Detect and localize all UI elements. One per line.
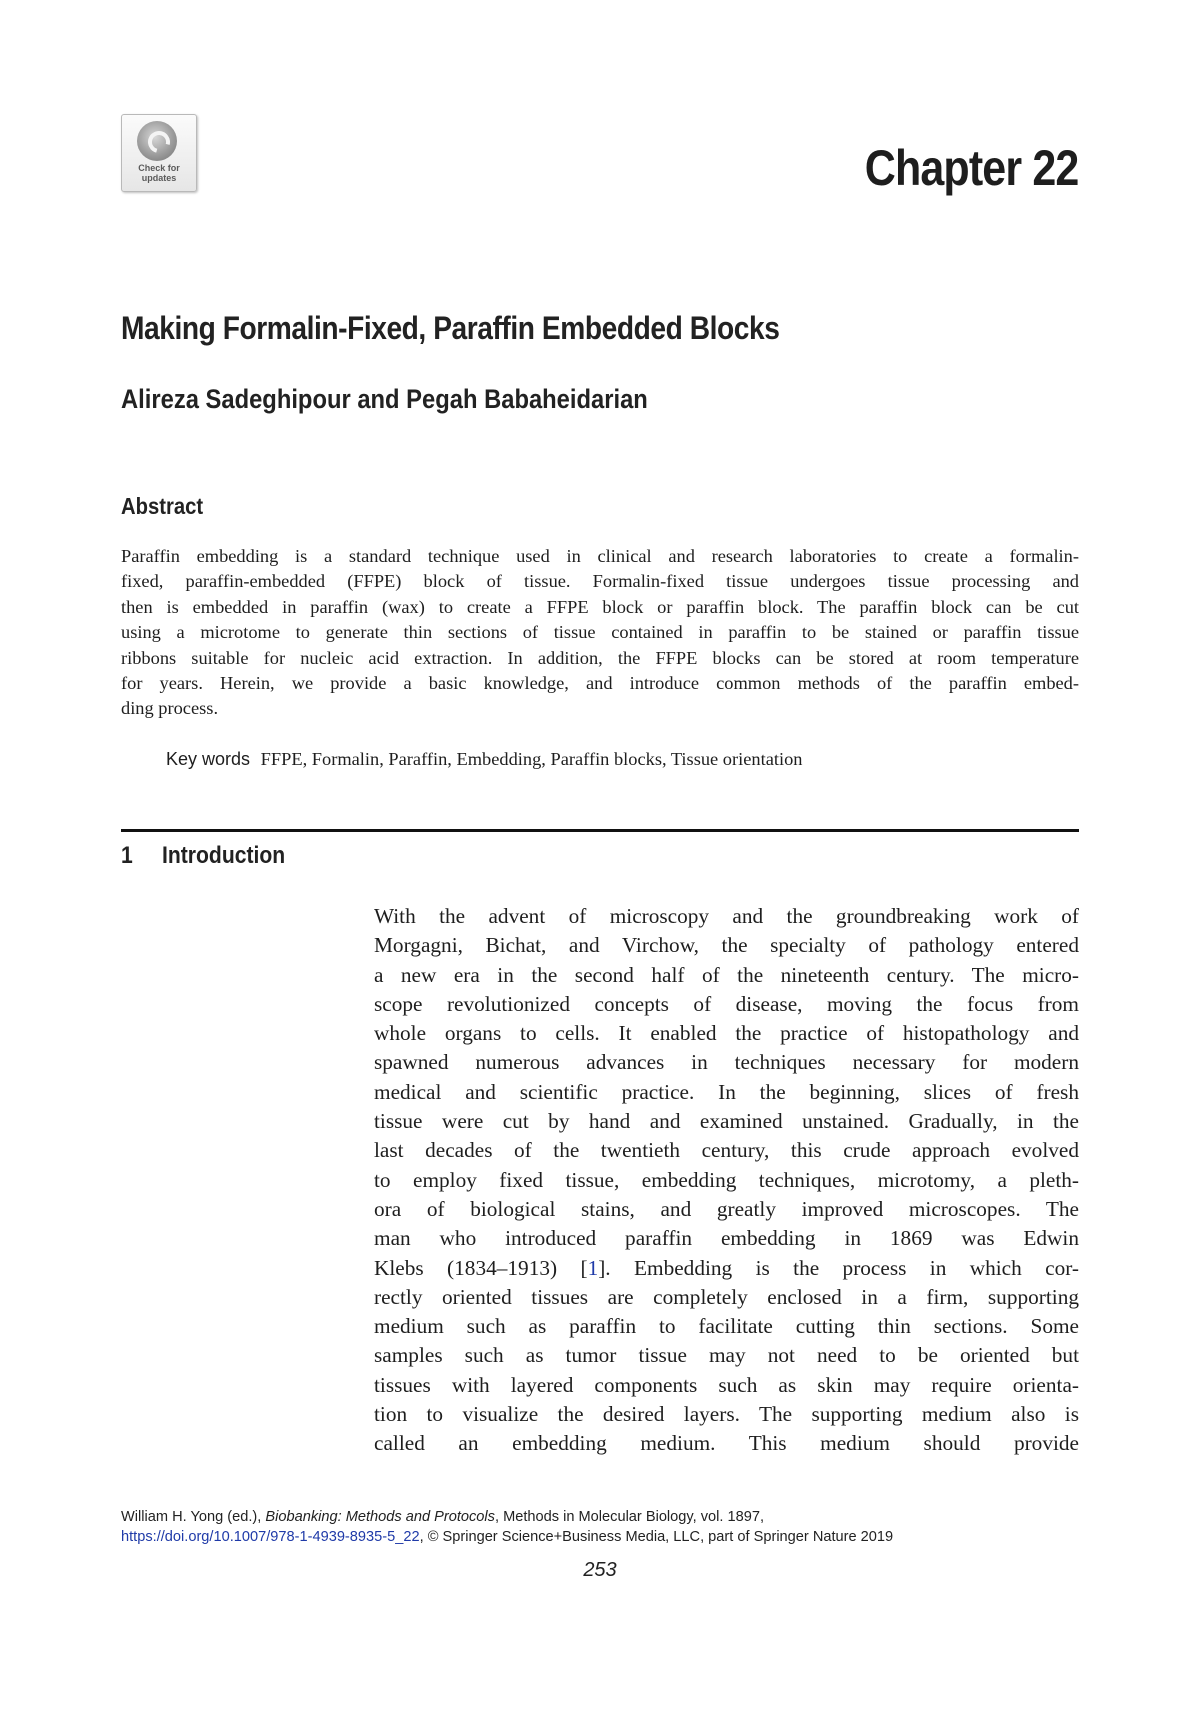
abstract-line: ding process. [121,698,219,719]
authors: Alireza Sadeghipour and Pegah Babaheidarian [121,384,648,414]
footer-editor: William H. Yong (ed.), [121,1509,266,1525]
abstract-line: for years. Herein, we provide a basic knowledge, and introduce common methods of the paraffin embed- [121,672,1079,693]
intro-line: man who introduced paraffin embedding in 1869 was Edwin [374,1226,1079,1251]
update-icon [137,121,177,161]
introduction-body [374,902,1079,1459]
section-divider [121,829,1079,832]
intro-line: scope revolutionized concepts of disease, moving the focus from [374,991,1079,1016]
section-title: Introduction [162,842,286,869]
intro-line-with-citation [374,1254,1079,1283]
abstract-heading: Abstract [121,493,204,519]
doi-link[interactable]: https://doi.org/10.1007/978-1-4939-8935-5_22 [121,1528,420,1545]
footer-book-title: Biobanking: Methods and Protocols [265,1509,495,1525]
intro-line: Morgagni, Bichat, and Virchow, the specialty of pathology entered [374,933,1079,958]
chapter-label: Chapter 22 [864,140,1078,196]
intro-line: tissues with layered components such as skin may require orienta- [374,1372,1079,1397]
abstract-line: ribbons suitable for nucleic acid extraction. In addition, the FFPE blocks can be stored at room temperature [121,647,1079,668]
keywords-label: Key words [166,749,251,769]
abstract-body [121,544,1079,722]
intro-line: ora of biological stains, and greatly improved microscopes. The [374,1196,1079,1221]
footer-series: , Methods in Molecular Biology, vol. 1897, [494,1509,765,1525]
abstract-line: using a microtome to generate thin sections of tissue contained in paraffin to be stained or paraffin tissue [121,622,1079,643]
abstract-line: fixed, paraffin-embedded (FFPE) block of tissue. Formalin-fixed tissue undergoes tissue processing and [121,571,1079,592]
intro-line: tion to visualize the desired layers. The supporting medium also is [374,1402,1079,1427]
intro-line: whole organs to cells. It enabled the practice of histopathology and [374,1021,1079,1046]
intro-line: spawned numerous advances in techniques necessary for modern [374,1050,1079,1075]
intro-line: medical and scientific practice. In the beginning, slices of fresh [374,1079,1079,1104]
abstract-line: then is embedded in paraffin (wax) to create a FFPE block or paraffin block. The paraffin block can be cut [121,596,1079,617]
intro-line: a new era in the second half of the nineteenth century. The micro- [374,962,1079,987]
intro-line: samples such as tumor tissue may not need to be oriented but [374,1343,1079,1368]
footer-citation [121,1508,893,1547]
intro-line: called an embedding medium. This medium should provide [374,1431,1079,1456]
citation-link[interactable]: 1 [587,1255,599,1280]
intro-line: last decades of the twentieth century, this crude approach evolved [374,1138,1079,1163]
section-number: 1 [121,842,133,869]
keywords [166,747,802,772]
footer-copyright: , © Springer Science+Business Media, LLC, part of Springer Nature 2019 [419,1528,894,1545]
intro-line: medium such as paraffin to facilitate cutting thin sections. Some [374,1314,1079,1339]
intro-line: rectly oriented tissues are completely enclosed in a firm, supporting [374,1284,1079,1309]
intro-line: tissue were cut by hand and examined unstained. Gradually, in the [374,1109,1079,1134]
intro-line: to employ fixed tissue, embedding techniques, microtomy, a pleth- [374,1167,1079,1192]
page-number: 253 [583,1559,617,1581]
badge-text-line2: updates [141,173,177,183]
badge-text-line1: Check for [138,163,180,173]
footer-line1 [121,1508,893,1528]
intro-text: ]. Embedding is the process in which cor- [598,1255,1080,1280]
chapter-title: Making Formalin-Fixed, Paraffin Embedded Blocks [121,310,780,346]
intro-line: With the advent of microscopy and the groundbreaking work of [374,904,1079,928]
abstract-line: Paraffin embedding is a standard technique used in clinical and research laboratories to create a formalin- [121,546,1079,566]
intro-text: Klebs (1834–1913) [ [374,1255,588,1280]
keywords-text: FFPE, Formalin, Paraffin, Embedding, Paraffin blocks, Tissue orientation [260,749,803,769]
footer-line2 [121,1528,893,1548]
check-for-updates-badge[interactable] [121,114,197,192]
